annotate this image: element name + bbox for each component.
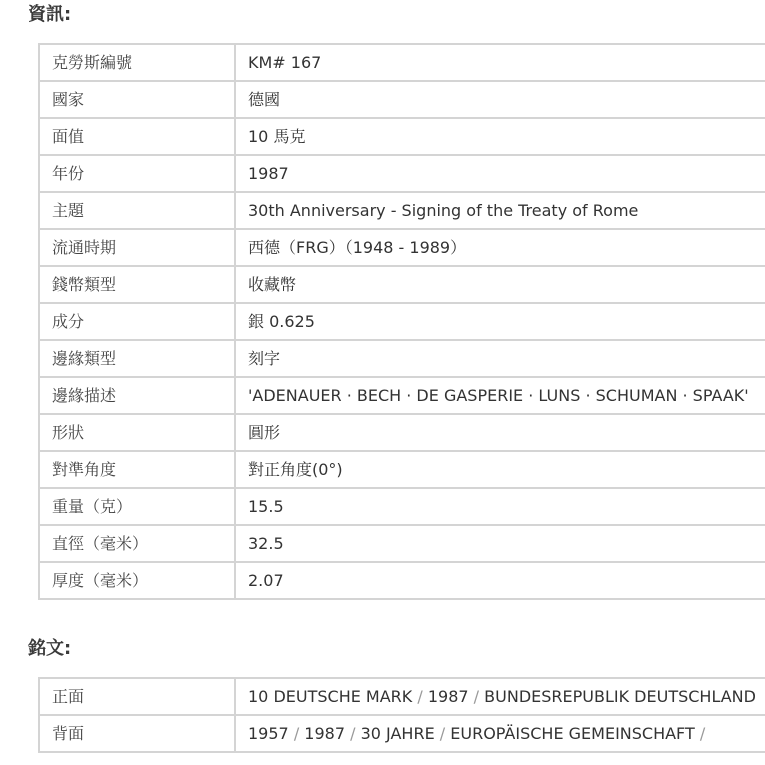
row-value-coin-type: 收藏幣 — [235, 266, 765, 303]
table-row — [39, 192, 765, 229]
table-row — [39, 118, 765, 155]
row-label-subject: 主題 — [39, 192, 235, 229]
info-section-heading: 資訊: — [28, 4, 72, 25]
row-value-composition: 銀 0.625 — [235, 303, 765, 340]
row-label-krause-number: 克勞斯編號 — [39, 44, 235, 81]
separator: / — [293, 724, 300, 743]
table-row — [39, 44, 765, 81]
row-label-year: 年份 — [39, 155, 235, 192]
table-row — [39, 715, 765, 752]
separator: / — [350, 724, 356, 743]
table-row — [39, 229, 765, 266]
separator: / — [417, 687, 423, 706]
table-row — [39, 81, 765, 118]
row-value-denomination: 10 馬克 — [235, 118, 765, 155]
row-label-denomination: 面值 — [39, 118, 235, 155]
table-row — [39, 340, 765, 377]
row-label-edge-description: 邊緣描述 — [39, 377, 235, 414]
table-row — [39, 525, 765, 562]
inscription-part: 1987 — [304, 724, 346, 743]
table-row — [39, 266, 765, 303]
row-value-subject: 30th Anniversary - Signing of the Treaty of Rome — [235, 192, 765, 229]
inscription-section-heading: 銘文: — [28, 638, 72, 659]
table-row — [39, 562, 765, 599]
row-label-composition: 成分 — [39, 303, 235, 340]
row-value-obverse — [235, 678, 765, 715]
inscription-table — [38, 677, 765, 753]
row-label-obverse: 正面 — [39, 678, 235, 715]
separator: / — [473, 687, 480, 706]
inscription-part: BUNDESREPUBLIK DEUTSCHLAND — [484, 687, 756, 706]
table-row — [39, 377, 765, 414]
row-value-diameter: 32.5 — [235, 525, 765, 562]
table-row — [39, 451, 765, 488]
separator: / — [439, 724, 446, 743]
inscription-part: 1987 — [427, 687, 469, 706]
table-row — [39, 678, 765, 715]
row-value-edge-description: 'ADENAUER · BECH · DE GASPERIE · LUNS · SCHUMAN · SPAAK' — [235, 377, 765, 414]
table-row — [39, 303, 765, 340]
row-label-thickness: 厚度（毫米） — [39, 562, 235, 599]
inscription-part: 10 DEUTSCHE MARK — [248, 687, 413, 706]
row-label-weight: 重量（克） — [39, 488, 235, 525]
row-label-country: 國家 — [39, 81, 235, 118]
info-table — [38, 43, 765, 600]
row-value-alignment: 對正角度(0°) — [235, 451, 765, 488]
row-label-alignment: 對準角度 — [39, 451, 235, 488]
row-value-edge-type: 刻字 — [235, 340, 765, 377]
table-row — [39, 488, 765, 525]
table-row — [39, 414, 765, 451]
row-value-weight: 15.5 — [235, 488, 765, 525]
row-label-edge-type: 邊緣類型 — [39, 340, 235, 377]
row-label-diameter: 直徑（毫米） — [39, 525, 235, 562]
inscription-part: EUROPÄISCHE GEMEINSCHAFT — [450, 724, 695, 743]
row-value-country: 德國 — [235, 81, 765, 118]
row-value-year: 1987 — [235, 155, 765, 192]
row-label-reverse: 背面 — [39, 715, 235, 752]
row-value-reverse — [235, 715, 765, 752]
row-value-thickness: 2.07 — [235, 562, 765, 599]
table-row — [39, 155, 765, 192]
row-value-krause-number: KM# 167 — [235, 44, 765, 81]
row-label-period: 流通時期 — [39, 229, 235, 266]
row-label-coin-type: 錢幣類型 — [39, 266, 235, 303]
row-value-shape: 圓形 — [235, 414, 765, 451]
row-value-period: 西德（FRG）（1948 - 1989） — [235, 229, 765, 266]
inscription-part: 30 JAHRE — [360, 724, 435, 743]
row-label-shape: 形狀 — [39, 414, 235, 451]
separator: / — [699, 724, 706, 743]
inscription-part: 1957 — [248, 724, 289, 743]
